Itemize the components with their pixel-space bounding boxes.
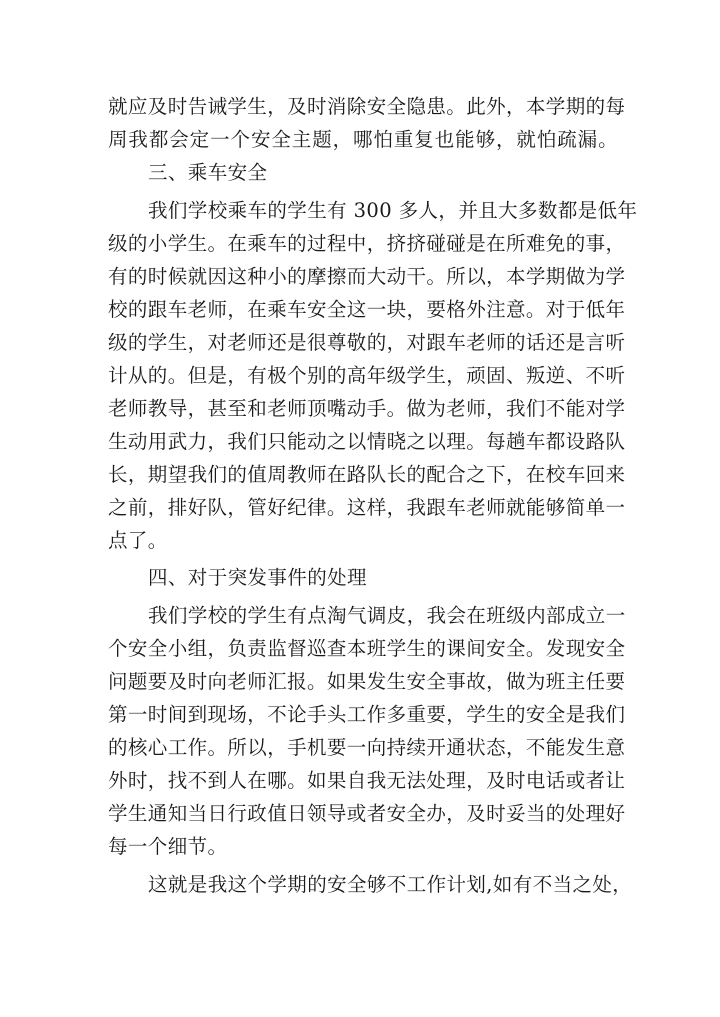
body-text-line: 级的小学生。在乘车的过程中，挤挤碰碰是在所难免的事， [108,232,626,255]
section-heading-ride-safety: 三、乘车安全 [148,161,268,184]
body-text-line: 生动用武力，我们只能动之以情晓之以理。每趟车都设路队 [108,430,626,453]
body-text-line: 的核心工作。所以，手机要一向持续开通状态，不能发生意 [108,736,626,759]
body-text-line: 个安全小组，负责监督巡查本班学生的课间安全。发现安全 [108,637,626,660]
body-text-line: 每一个细节。 [108,835,228,858]
body-text-line: 校的跟车老师，在乘车安全这一块，要格外注意。对于低年 [108,298,626,321]
body-text-line: 学生通知当日行政值日领导或者安全办，及时妥当的处理好 [108,802,626,825]
body-text-line: 之前，排好队，管好纪律。这样，我跟车老师就能够简单一 [108,496,626,519]
body-text-line: 第一时间到现场，不论手头工作多重要，学生的安全是我们 [108,703,626,726]
body-text-line: 老师教导，甚至和老师顶嘴动手。做为老师，我们不能对学 [108,397,626,420]
body-text-line: 长，期望我们的值周教师在路队长的配合之下，在校车回来 [108,463,626,486]
body-text-line: 周我都会定一个安全主题，哪怕重复也能够，就怕疏漏。 [108,128,618,151]
body-text-line: 这就是我这个学期的安全够不工作计划,如有不当之处， [148,873,633,896]
body-text-line: 就应及时告诫学生，及时消除安全隐患。此外，本学期的每 [108,95,626,118]
body-text-line: 点了。 [108,529,168,552]
section-heading-emergency-handling: 四、对于突发事件的处理 [148,566,367,589]
body-text-line: 级的学生，对老师还是很尊敬的，对跟车老师的话还是言听 [108,331,626,354]
body-text-line: 我们学校乘车的学生有 300 多人，并且大多数都是低年 [148,199,638,222]
body-text-line: 我们学校的学生有点淘气调皮，我会在班级内部成立一 [148,604,626,627]
body-text-line: 计从的。但是，有极个别的高年级学生，顽固、叛逆、不听 [108,364,626,387]
body-text-line: 外时，找不到人在哪。如果自我无法处理，及时电话或者让 [108,769,626,792]
body-text-line: 问题要及时向老师汇报。如果发生安全事故，做为班主任要 [108,670,626,693]
body-text-line: 有的时候就因这种小的摩擦而大动干。所以，本学期做为学 [108,265,626,288]
